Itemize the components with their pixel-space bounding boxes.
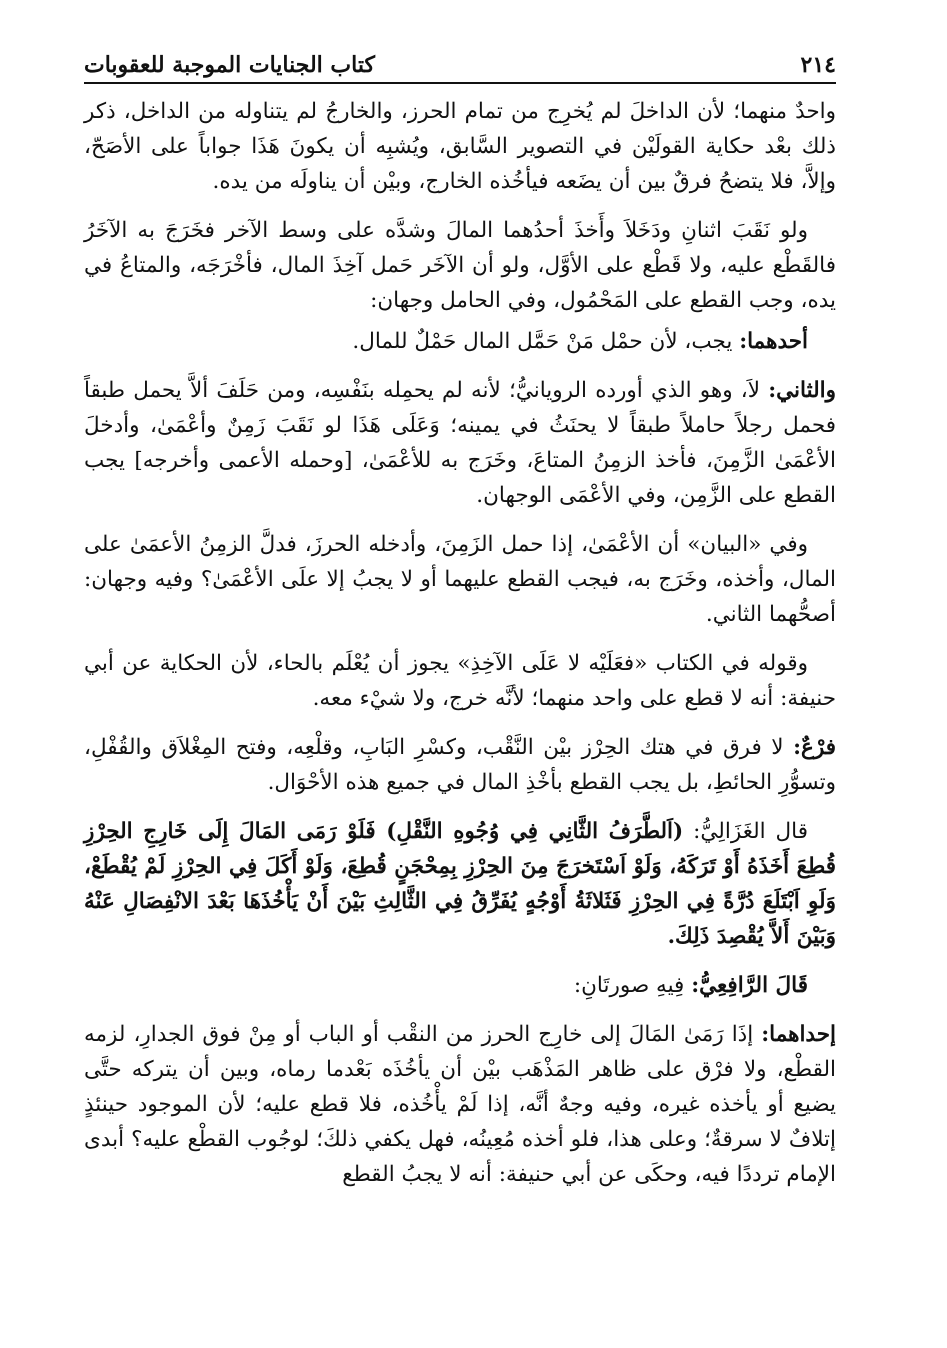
paragraph-8 <box>84 814 836 954</box>
paragraph-text: لا فرق في هتك الحِرْز بيْن النَّقْب، وكسْرِ البَابِ، وقلْعِه، وفتح المِغْلاَق والقُفْلِ، وتسوُّرِ الحائطِ، بل يجب القطع بأخْذِ المال في جميع هذه الأحْوَال. <box>84 735 836 795</box>
paragraph-text: يجب، لأن حمْل مَنْ حَمَّل المال حَمْلٌ للمال. <box>352 329 733 354</box>
page-header <box>84 38 836 84</box>
book-page <box>84 38 836 1206</box>
paragraph-lead: إحداهما: <box>761 1022 836 1047</box>
paragraph-10 <box>84 1017 836 1192</box>
paragraph-text: ولو نَقَبَ اثنانِ ودَخَلاَ وأَخذَ أحدُهما المالَ وشدَّه على وسط الآخر فخَرَجَ به الآخَرُ فالقَطْع عليه، ولا قَطْع على الأوَّل، ولو أن الآخَر حَمل آخِذَ المال، فأخْرَجَه، والمتاعُ في يده، وجب القطع على المَحْمُول، وفي الحامل وجهان: <box>84 218 836 313</box>
paragraph-text: (اَلطَّرَفُ الثَّانِي فِي وُجُوهِ النَّقْلِ) فَلَوْ رَمَى المَالَ إِلَى خَارِجِ الحِرْزِ قُطِعَ أَخَذَهُ أَوْ تَرَكَهُ، وَلَوْ اَسْتَخرَجَ مِنَ الحِرْزِ بِمِحْجَنٍ قُطِعَ، وَلَوْ أَكَلَ فِي الحِرْزِ لَمْ يُقْطَعْ، وَلَوِ اَبْتَلَعَ دُرَّةً فِي الحِرْزِ فَثَلاثَةُ أَوْجُهٍ يُفَرِّقُ فِي الثَّالِثِ بَيْنَ أَنْ يَأْخُذَهَا بَعْدَ الانْفِصَالِ عَنْهُ وَبَيْنَ أَلاَّ يُقْصِدَ ذَلِكَ. <box>84 819 836 949</box>
paragraph-text: لاَ، وهو الذي أورده الرويانيُّ؛ لأنه لم يحمِله بنَفْسِه، ومن حَلَفَ ألاَّ يحمل طبقاً فحمل رجلاً حاملاً طبقاً لا يحنَثُ في يمينه؛ وَعَلَى هَذَا لو نَقَبَ زَمِنٌ وأعْمَىٰ، وأدخلَ الأعْمَىٰ الزَّمِنَ، فأخذ الزمِنُ المتاعَ، وخَرَج به للأعْمَىٰ، [وحمله الأعمى وأخرجه] يجب القطع على الزَّمِن، وفي الأعْمَى الوجهان. <box>84 378 836 508</box>
paragraph-9 <box>84 968 836 1003</box>
paragraph-lead: قال الغَزَالِيُّ: <box>693 819 808 844</box>
paragraph-5 <box>84 527 836 632</box>
page-number: ٢١٤ <box>800 52 836 78</box>
page-body <box>84 84 836 1192</box>
paragraph-3 <box>84 324 836 359</box>
paragraph-7 <box>84 730 836 800</box>
paragraph-1 <box>84 94 836 199</box>
paragraph-lead: فرْعٌ: <box>793 735 836 760</box>
book-title: كتاب الجنايات الموجبة للعقوبات <box>84 52 375 78</box>
paragraph-2 <box>84 213 836 318</box>
paragraph-lead: والثاني: <box>768 378 836 403</box>
paragraph-lead: قَالَ الرَّافِعِيُّ: <box>691 973 808 998</box>
paragraph-4 <box>84 373 836 513</box>
paragraph-lead: أحدهما: <box>739 329 808 354</box>
paragraph-text: فِيهِ صورتَانِ: <box>573 973 685 998</box>
paragraph-text: إذَا رَمَىٰ المَالَ إلى خارِج الحرز من النقْب أو الباب أو مِنْ فوق الجدارِ، لزمه القطْع، ولا فرْق على ظاهر المَذْهَب بيْن أن يأخُذَه بَعْدما رماه، وبين أن يتركه حتَّى يضيع أو يأخذه غيره، وفيه وجهٌ أنَّه، إذا لَمْ يأْخُذه، فلا قطع عليه؛ لأن الموجود حينئذٍ إتلافٌ لا سرقةٌ؛ وعلى هذا، فلو أخذه مُعِينُه، فهل يكفي ذلكَ؛ لوجُوب القطْع عليه؟ أبدى الإمام ترددًا فيه، وحكَى عن أبي حنيفة: أنه لا يجبُ القطع <box>84 1022 836 1187</box>
paragraph-text: واحدٌ منهما؛ لأن الداخلَ لم يُخرِج من تمام الحرز، والخارجُ لم يتناوله من الداخل، ذكر ذلك بعْد حكاية القولَيْن في التصوير السَّابق، ويُشبِه أن يكونَ هَذَا جواباً على الأصَحّ، وإلاَّ، فلا يتضحُ فرقٌ بين أن يضَعه فيأخُذه الخارج، وبيْن أن يناولَه من يده. <box>84 99 836 194</box>
paragraph-text: وفي «البيان» أن الأعْمَىٰ، إذا حمل الزَمِنَ، وأدخله الحرزَ، فدلَّ الزمِنُ الأعمَىٰ على المال، وأخذه، وخَرَج به، فيجب القطع عليهما أو لا يجبُ إلا علَى الأعْمَىٰ؟ وفيه وجهان: أصحُّهما الثاني. <box>84 532 836 627</box>
paragraph-text: وقوله في الكتاب «فعَلَيْه لا عَلَى الآخِذِ» يجوز أن يُعْلَم بالحاء، لأن الحكاية عن أبي حنيفة: أنه لا قطع على واحد منهما؛ لأنَّه خرج، ولا شيْء معه. <box>84 651 836 711</box>
paragraph-6 <box>84 646 836 716</box>
